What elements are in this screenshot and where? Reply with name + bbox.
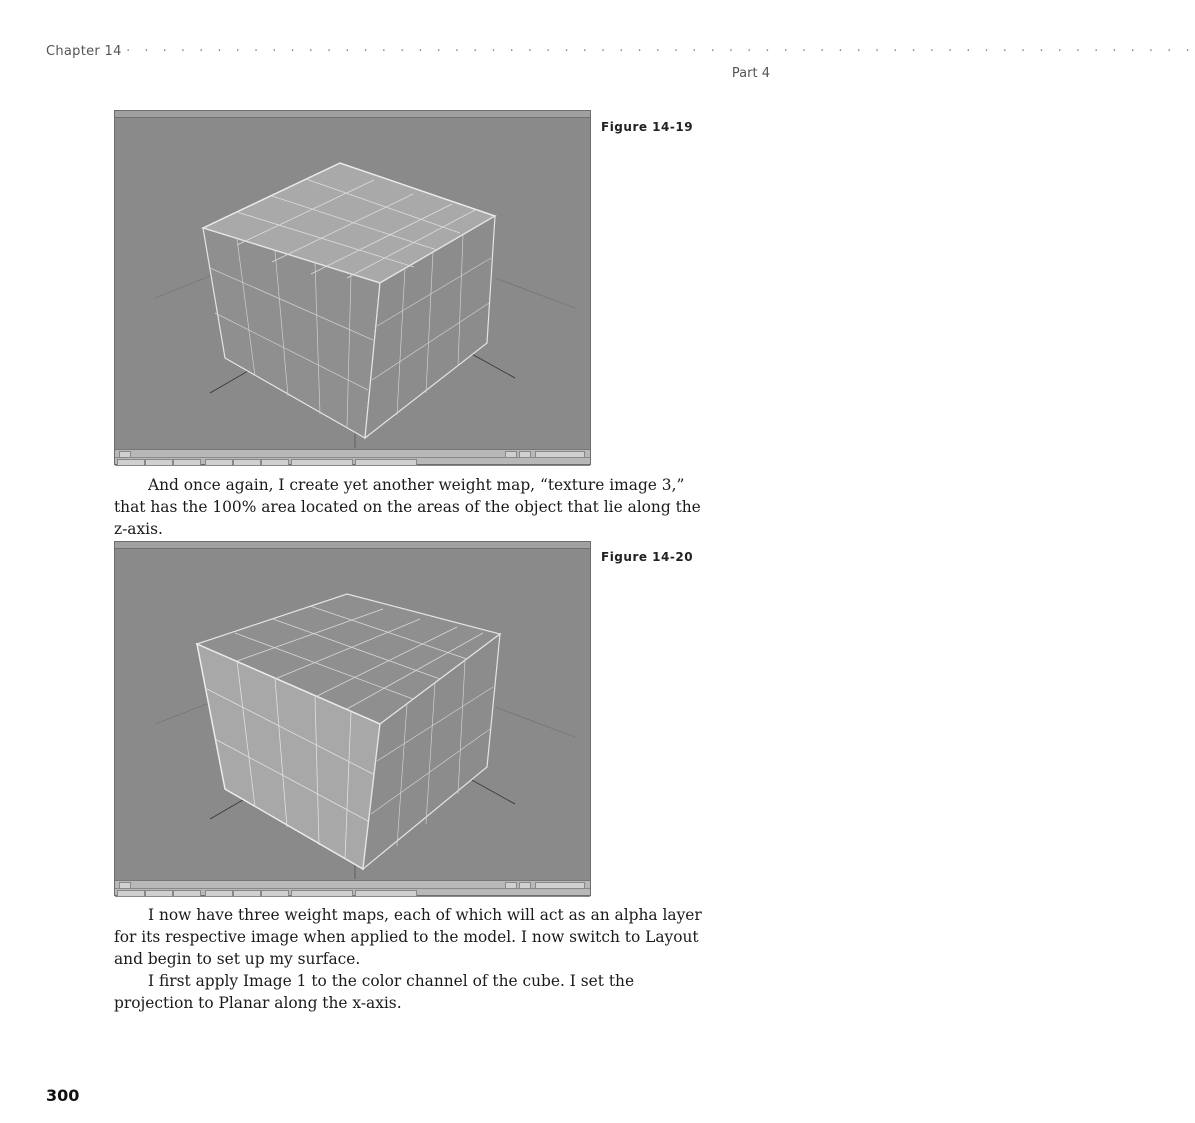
chapter-label: Chapter 14 bbox=[46, 44, 122, 59]
viewport-titlebar bbox=[115, 111, 590, 118]
viewport-statusbar bbox=[115, 449, 590, 464]
paragraph-text: And once again, I create yet another weight map, “texture image 3,” that has the 100% area located on the areas of the object that lie along the z-axis. bbox=[114, 476, 701, 538]
page-number: 300 bbox=[46, 1086, 80, 1105]
running-head bbox=[46, 44, 1195, 59]
body-paragraph bbox=[114, 474, 714, 540]
part-label: Part 4 bbox=[731, 66, 770, 81]
figure-caption: Figure 14-19 bbox=[601, 120, 694, 134]
figure-14-20 bbox=[114, 541, 591, 896]
figure-caption: Figure 14-20 bbox=[601, 550, 694, 564]
wireframe-cube-left-highlighted bbox=[115, 549, 590, 879]
viewport-statusbar bbox=[115, 880, 590, 895]
paragraph-text: I first apply Image 1 to the color channel of the cube. I set the projection to Planar along the x-axis. bbox=[114, 972, 635, 1012]
viewport-titlebar bbox=[115, 542, 590, 549]
wireframe-cube-top-highlighted bbox=[115, 118, 590, 448]
leader-dots: · · · · · · · · · · · · · · · · · · · · · · · · · · · · · · · · · · · · · · · · · · · · · · · · · · · · · · · · · · · bbox=[126, 44, 1195, 59]
figure-14-19 bbox=[114, 110, 591, 465]
body-paragraphs bbox=[114, 904, 714, 1014]
paragraph-text: I now have three weight maps, each of which will act as an alpha layer for its respective image when applied to the model. I now switch to Layout and begin to set up my surface. bbox=[114, 906, 702, 968]
